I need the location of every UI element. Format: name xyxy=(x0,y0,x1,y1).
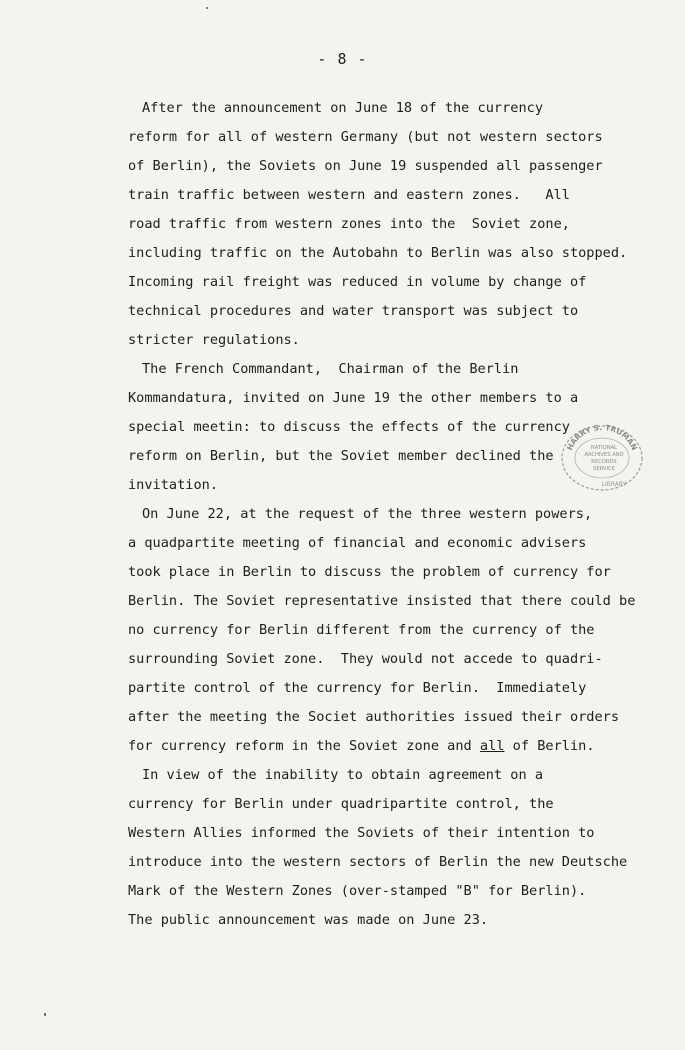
text-line: Mark of the Western Zones (over-stamped "B" for Berlin). xyxy=(128,883,587,899)
text-line: took place in Berlin to discuss the problem of currency for xyxy=(128,564,611,580)
text-line: In view of the inability to obtain agreement on a xyxy=(142,767,544,783)
text-line: On June 22, at the request of the three western powers, xyxy=(142,506,593,522)
text-line: After the announcement on June 18 of the currency xyxy=(142,100,544,116)
stamp-line: ARCHIVES AND xyxy=(584,452,624,458)
document-body xyxy=(128,94,648,935)
text-line: technical procedures and water transport was subject to xyxy=(128,303,579,319)
text-line: after the meeting the Societ authorities issued their orders xyxy=(128,709,620,725)
archive-stamp-icon xyxy=(556,420,648,492)
scan-speck xyxy=(206,7,208,9)
text-line: introduce into the western sectors of Berlin the new Deutsche xyxy=(128,854,628,870)
stamp-arc-text: HARRY S. TRUMAN xyxy=(564,422,640,452)
text-line: Berlin. The Soviet representative insisted that there could be xyxy=(128,593,636,609)
text-line: reform on Berlin, but the Soviet member declined the xyxy=(128,448,554,464)
stamp-line: RECORDS xyxy=(591,459,617,465)
stamp-line: NATIONAL xyxy=(590,445,618,451)
text-line-underlined xyxy=(128,732,648,761)
text-line: The French Commandant, Chairman of the Berlin xyxy=(142,361,519,377)
text-line: including traffic on the Autobahn to Berlin was also stopped. xyxy=(128,245,628,261)
text-line: train traffic between western and eastern zones. All xyxy=(128,187,570,203)
text-line: stricter regulations. xyxy=(128,332,300,348)
text-line: road traffic from western zones into the Soviet zone, xyxy=(128,216,570,232)
stamp-line: SERVICE xyxy=(593,466,615,472)
text-line: no currency for Berlin different from the currency of the xyxy=(128,622,595,638)
page-number: - 8 - xyxy=(317,50,368,68)
text-line: special meetin: to discuss the effects of the currency xyxy=(128,419,570,435)
stamp-bottom-text: LIBRARY xyxy=(601,481,627,488)
text-line: currency for Berlin under quadripartite control, the xyxy=(128,796,554,812)
text-line: invitation. xyxy=(128,477,219,493)
scan-speck xyxy=(44,1013,46,1016)
text-line: of Berlin), the Soviets on June 19 suspended all passenger xyxy=(128,158,603,174)
text-line: The public announcement was made on June 23. xyxy=(128,912,489,928)
text-line: reform for all of western Germany (but not western sectors xyxy=(128,129,603,145)
text-line: Western Allies informed the Soviets of their intention to xyxy=(128,825,595,841)
text-line: Kommandatura, invited on June 19 the other members to a xyxy=(128,390,579,406)
text-line: partite control of the currency for Berlin. Immediately xyxy=(128,680,587,696)
text-line: a quadpartite meeting of financial and economic advisers xyxy=(128,535,587,551)
text-segment: of Berlin. xyxy=(504,738,595,754)
text-segment: for currency reform in the Soviet zone and xyxy=(128,738,480,754)
underlined-word: all xyxy=(479,738,505,754)
text-line: Incoming rail freight was reduced in volume by change of xyxy=(128,274,587,290)
text-line: surrounding Soviet zone. They would not accede to quadri- xyxy=(128,651,603,667)
